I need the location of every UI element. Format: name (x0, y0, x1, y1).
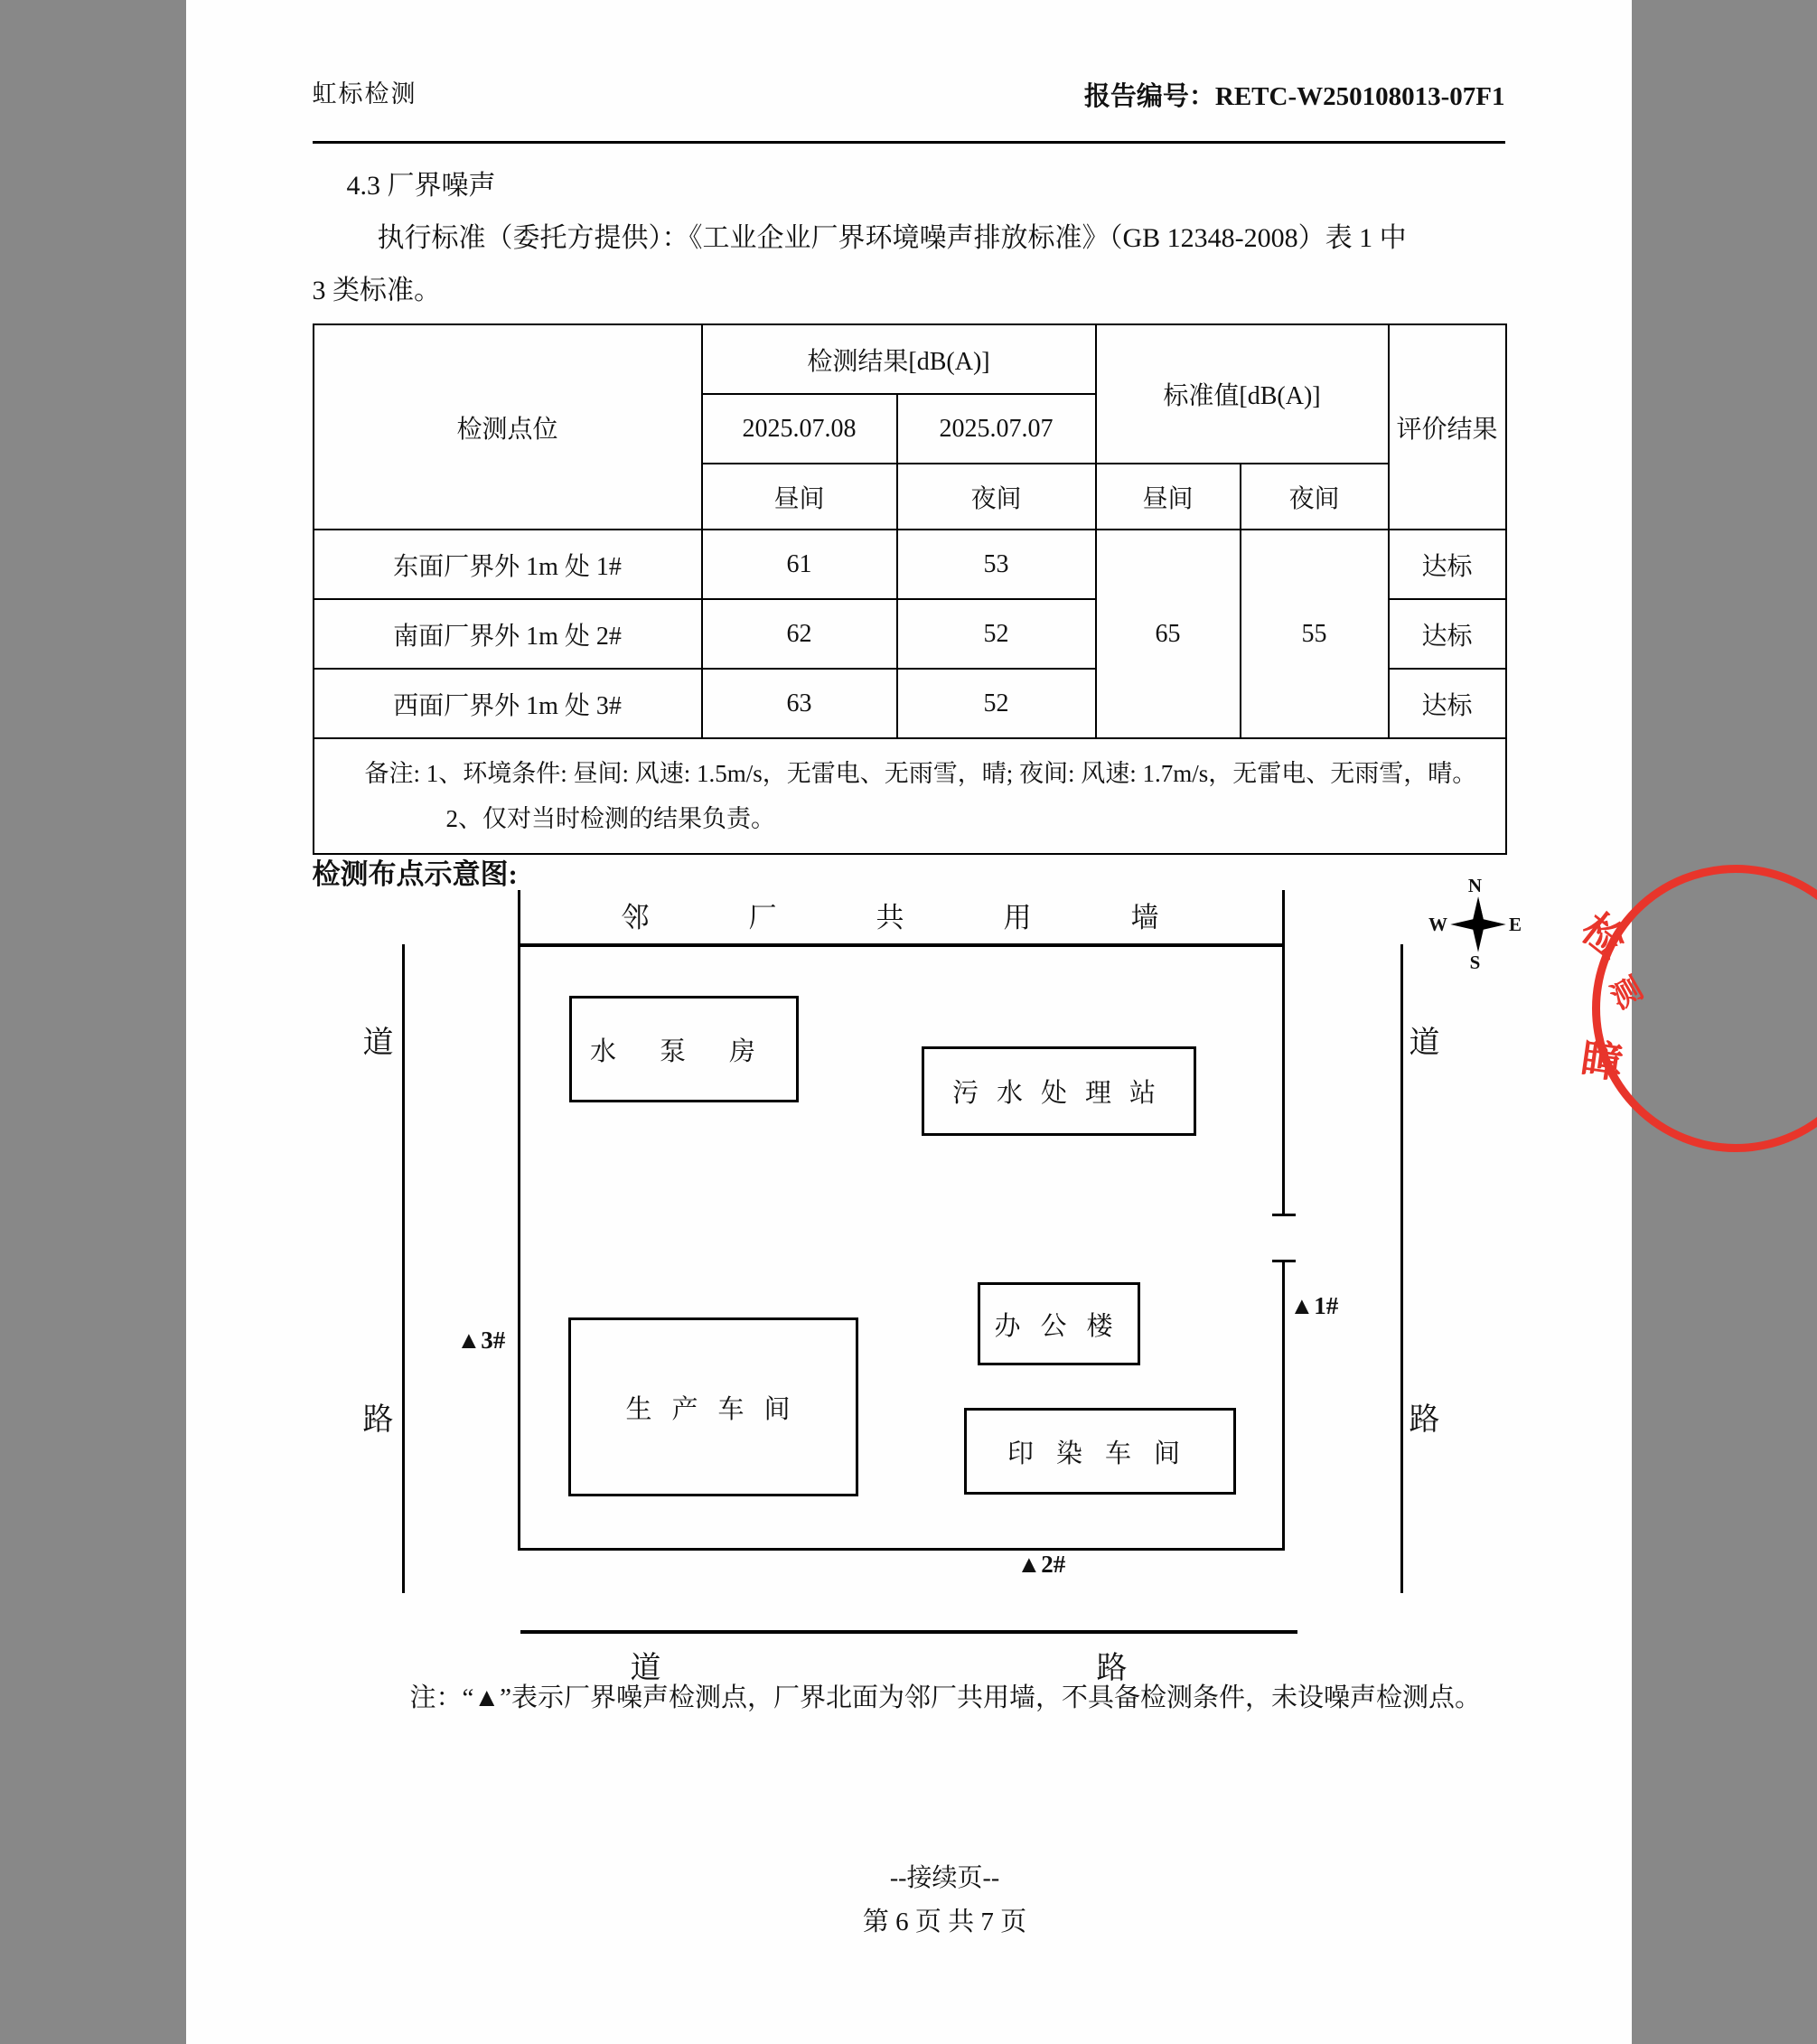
remark-line-2: 2、仅对当时检测的结果负责。 (445, 804, 775, 832)
noise-point-marker-2: ▲2# (1016, 1551, 1066, 1578)
section-title: 4.3 厂界噪声 (346, 171, 496, 201)
report-page (186, 0, 1649, 2044)
boundary-west (518, 943, 520, 1551)
col-header-night: 夜间 (897, 464, 1096, 530)
cell-standard-day: 65 (1096, 530, 1241, 738)
remark-line-1: 备注: 1、环境条件: 昼间: 风速: 1.5m/s，无雷电、无雨雪，晴; 夜间: 风速: 1.7m/s，无雷电、无雨雪，晴。 (364, 760, 1477, 787)
building-dyeing-workshop: 印染车间 (964, 1408, 1236, 1495)
cell-standard-night: 55 (1241, 530, 1389, 738)
col-header-standard-group: 标准值[dB(A)] (1096, 324, 1389, 464)
red-seal-glyph-2: 瞕 (1577, 1036, 1625, 1087)
cell-day-2: 62 (702, 599, 897, 669)
standard-paragraph-line2: 3 类标准。 (312, 276, 441, 305)
cell-eval-3: 达标 (1389, 669, 1506, 738)
shared-wall-line (518, 943, 1285, 947)
road-label-east-top: 道 (1409, 1027, 1440, 1060)
cell-night-1: 53 (897, 530, 1096, 599)
building-office: 办公楼 (978, 1282, 1140, 1365)
diagram-note: 注：“▲”表示厂界噪声检测点，厂界北面为邻厂共用墙，不具备检测条件，未设噪声检测点。 (409, 1683, 1481, 1712)
building-sewage-station: 污水处理站 (922, 1046, 1196, 1136)
cell-eval-2: 达标 (1389, 599, 1506, 669)
compass-west-label: W (1428, 913, 1447, 935)
boundary-east-lower (1282, 1260, 1285, 1551)
boundary-south (518, 1548, 1285, 1551)
footer-continuation: --接续页-- (889, 1864, 1000, 1892)
road-line-west (402, 944, 405, 1593)
col-header-date2: 2025.07.07 (897, 394, 1096, 464)
report-number (1084, 76, 1505, 113)
col-header-std-day: 昼间 (1096, 464, 1241, 530)
wall-stub-left (518, 890, 520, 946)
shared-wall-label: 邻厂共用墙 (621, 902, 1259, 933)
header-rule (313, 141, 1505, 144)
report-number-value: RETC-W250108013-07F1 (1214, 82, 1505, 111)
col-header-std-night: 夜间 (1241, 464, 1389, 530)
col-header-evaluation: 评价结果 (1389, 324, 1506, 530)
road-line-east (1400, 944, 1403, 1593)
compass-south-label: S (1469, 952, 1481, 973)
road-line-south (520, 1630, 1297, 1634)
cell-eval-1: 达标 (1389, 530, 1506, 599)
noise-results-table (313, 323, 1505, 855)
cell-day-3: 63 (702, 669, 897, 738)
col-header-point: 检测点位 (314, 324, 702, 530)
boundary-east-upper (1282, 943, 1285, 1216)
remark-cell (314, 738, 1506, 854)
cell-day-1: 61 (702, 530, 897, 599)
red-seal-glyph-1: 检 (1572, 905, 1634, 968)
cell-night-3: 52 (897, 669, 1096, 738)
wall-stub-right (1282, 890, 1285, 946)
col-header-day: 昼间 (702, 464, 897, 530)
red-seal-glyph-3: 测 (1605, 971, 1649, 1017)
road-label-west-top: 道 (362, 1027, 394, 1060)
compass-north-label: N (1467, 875, 1483, 896)
cell-point-3: 西面厂界外 1m 处 3# (314, 669, 702, 738)
noise-point-marker-3: ▲3# (456, 1327, 506, 1354)
compass-east-label: E (1508, 913, 1522, 935)
building-pump-house: 水泵房 (569, 996, 799, 1102)
company-name: 虹标检测 (312, 80, 417, 108)
road-label-south-right: 路 (1096, 1652, 1128, 1685)
footer-page-number: 第 6 页 共 7 页 (862, 1908, 1027, 1936)
table-row (314, 530, 1506, 599)
compass-rose (1427, 877, 1524, 992)
standard-paragraph-line1: 执行标准（委托方提供）：《工业企业厂界环境噪声排放标准》（GB 12348-2008）表 1 中 (377, 223, 1407, 253)
diagram-title: 检测布点示意图: (312, 858, 518, 890)
compass-star-icon (1449, 895, 1507, 953)
report-number-label: 报告编号： (1083, 82, 1215, 111)
cell-point-1: 东面厂界外 1m 处 1# (314, 530, 702, 599)
col-header-date1: 2025.07.08 (702, 394, 897, 464)
cell-point-2: 南面厂界外 1m 处 2# (314, 599, 702, 669)
road-label-east-bottom: 路 (1409, 1403, 1440, 1437)
building-production-workshop: 生产车间 (568, 1317, 858, 1496)
road-label-west-bottom: 路 (362, 1403, 394, 1437)
road-label-south-left: 道 (630, 1652, 661, 1685)
col-header-result-group: 检测结果[dB(A)] (702, 324, 1096, 394)
noise-point-marker-1: ▲1# (1289, 1292, 1339, 1319)
cell-night-2: 52 (897, 599, 1096, 669)
gate-tick-upper (1272, 1214, 1296, 1216)
